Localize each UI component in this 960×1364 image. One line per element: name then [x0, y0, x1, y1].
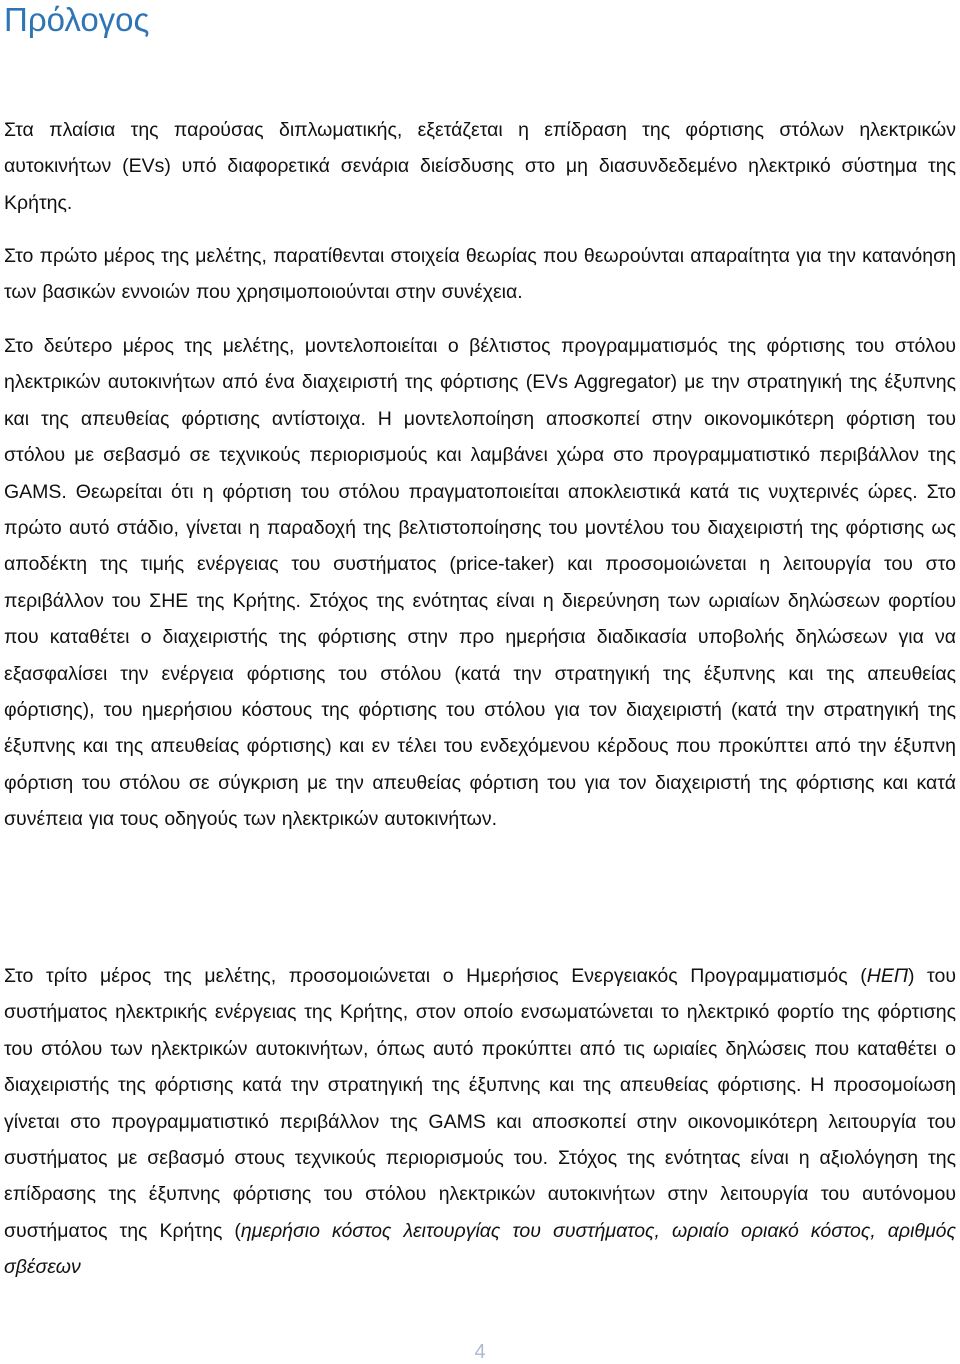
paragraph-intro: Στα πλαίσια της παρούσας διπλωματικής, εξετάζεται η επίδραση της φόρτισης στόλων ηλεκτρικών αυτοκινήτων (EVs) υπό διαφορετικά σενάρια διείσδυσης στο μη διασυνδεδεμένο ηλεκτρικό σύστημα της Κρήτης.	[4, 119, 956, 214]
paragraph-text-segment: Στο τρίτο μέρος της μελέτης, προσομοιώνεται ο Ημερήσιος Ενεργειακός Προγραμματισμός (	[4, 965, 867, 987]
paragraph-part-one: Στο πρώτο μέρος της μελέτης, παρατίθενται στοιχεία θεωρίας που θεωρούνται απαραίτητα για την κατανόηση των βασικών εννοιών που χρησιμοποιούνται στην συνέχεια.	[4, 245, 956, 304]
paragraph-part-two: Στο δεύτερο μέρος της μελέτης, μοντελοποιείται ο βέλτιστος προγραμματισμός της φόρτισης του στόλου ηλεκτρικών αυτοκινήτων από ένα διαχειριστή της φόρτισης (EVs Aggregator) με την στρατηγική της έξυπνης και της απευθείας φόρτισης αντίστοιχα. Η μοντελοποίηση αποσκοπεί στην οικονομικότερη φόρτιση του στόλου με σεβασμό σε τεχνικούς περιορισμούς και λαμβάνει χώρα στο προγραμματιστικό περιβάλλον της GAMS. Θεωρείται ότι η φόρτιση του στόλου πραγματοποιείται αποκλειστικά κατά τις νυχτερινές ώρες. Στο πρώτο αυτό στάδιο, γίνεται η παραδοχή της βελτιστοποίησης του μοντέλου του διαχειριστή της φόρτισης ως αποδέκτη της τιμής ενέργειας του συστήματος (price-taker) και προσομοιώνεται η λειτουργία του στο περιβάλλον του ΣΗΕ της Κρήτης. Στόχος της ενότητας είναι η διερεύνηση των ωριαίων δηλώσεων φορτίου που καταθέτει ο διαχειριστής της φόρτισης στην προ ημερήσια διαδικασία υποβολής δηλώσεων για να εξασφαλίσει την ενέργεια φόρτισης του στόλου (κατά την στρατηγική της έξυπνης και της απευθείας φόρτισης), του ημερήσιου κόστους της φόρτισης του στόλου για τον διαχειριστή (κατά την στρατηγική της έξυπνης και της απευθείας φόρτισης) και εν τέλει του ενδεχόμενου κέρδους που προκύπτει από την έξυπνη φόρτιση του στόλου σε σύγκριση με την απευθείας φόρτιση του για τον διαχειριστή της φόρτισης και κατά συνέπεια για τους οδηγούς των ηλεκτρικών αυτοκινήτων.	[4, 335, 956, 831]
italic-abbreviation: ΗΕΠ	[866, 965, 908, 987]
page-title: Πρόλογος	[4, 1, 150, 38]
page-number: 4	[474, 1341, 486, 1363]
paragraph-text-segment: ) του συστήματος ηλεκτρικής ενέργειας της Κρήτης, στον οποίο ενσωματώνεται το ηλεκτρικό φορτίο της φόρτισης του στόλου των ηλεκτρικών αυτοκινήτων, όπως αυτό προκύπτει από τις ωριαίες δηλώσεις που καταθέτει ο διαχειριστής της φόρτισης κατά την στρατηγική της έξυπνης και της απευθείας φόρτισης. Η προσομοίωση γίνεται στο προγραμματιστικό περιβάλλον της GAMS και αποσκοπεί στην οικονομικότερη λειτουργία του συστήματος με σεβασμό στους τεχνικούς περιορισμούς του. Στόχος της ενότητας είναι η αξιολόγηση της επίδρασης της έξυπνης φόρτισης του στόλου ηλεκτρικών αυτοκινήτων στην λειτουργία του αυτόνομου συστήματος της Κρήτης (	[4, 965, 956, 1242]
paragraph-part-three	[4, 958, 956, 1286]
italic-list: ημερήσιο κόστος λειτουργίας του συστήματος, ωριαίο οριακό κόστος, αριθμός σβέσεων	[4, 1219, 957, 1279]
